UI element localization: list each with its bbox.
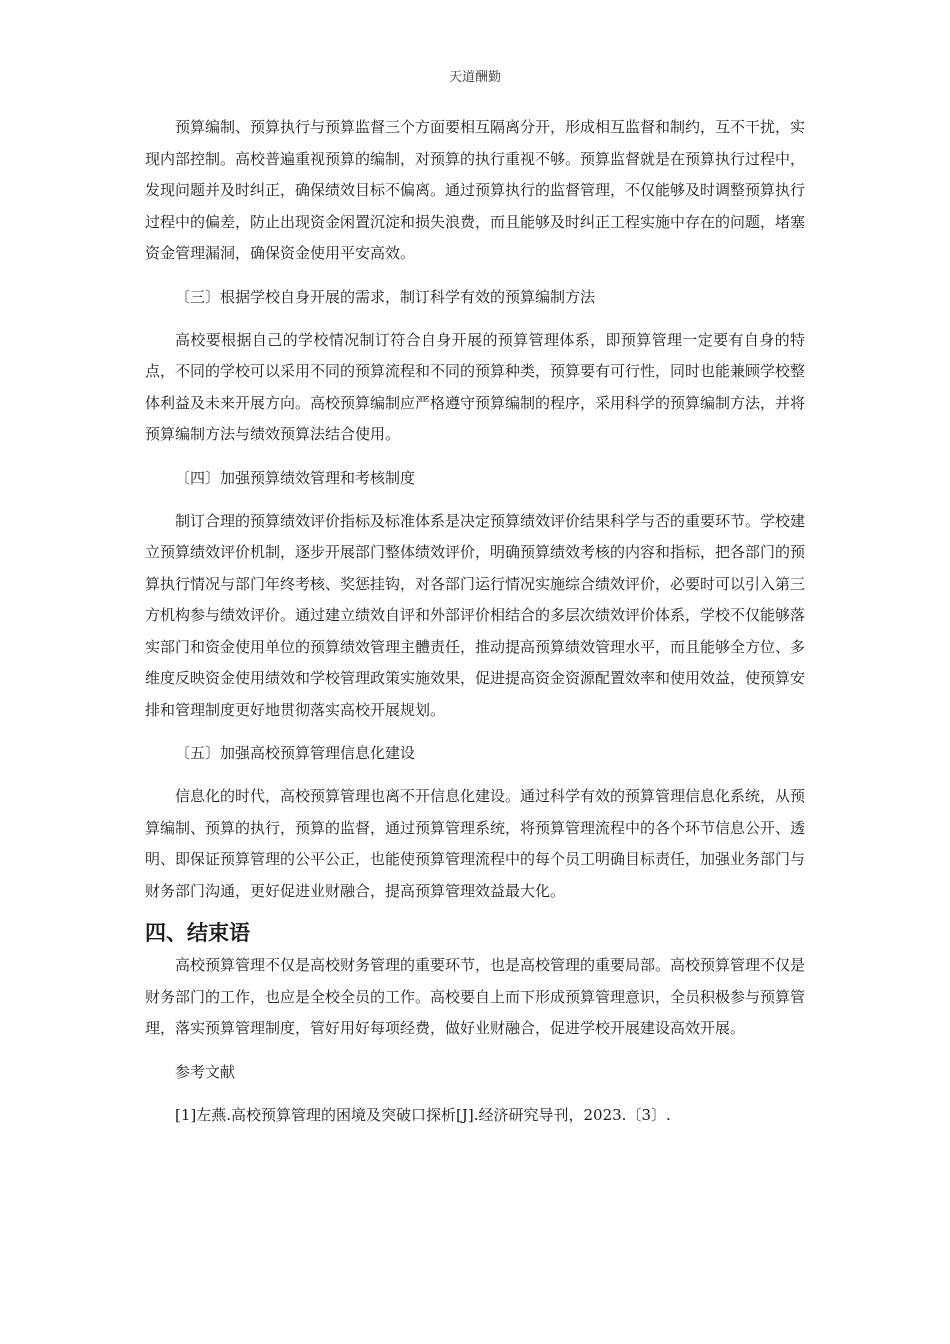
subheading-3: 〔三〕根据学校自身开展的需求，制订科学有效的预算编制方法 (175, 287, 596, 306)
document-body (145, 112, 805, 1131)
paragraph-budget-supervision: 预算编制、预算执行与预算监督三个方面要相互隔离分开，形成相互监督和制约，互不干扰，实现内部控制。高校普遍重视预算的编制，对预算的执行重视不够。预算监督就是在预算执行过程中，发现问题并及时纠正，确保绩效目标不偏离。通过预算执行的监督管理，不仅能够及时调整预算执行过程中的偏差，防止出现资金闲置沉淀和损失浪费，而且能够及时纠正工程实施中存在的问题，堵塞资金管理漏洞，确保资金使用平安高效。 (145, 118, 806, 262)
paragraph-performance-evaluation: 制订合理的预算绩效评价指标及标准体系是决定预算绩效评价结果科学与否的重要环节。学校建立预算绩效评价机制，逐步开展部门整体绩效评价，明确预算绩效考核的内容和指标，把各部门的预算执行情况与部门年终考核、奖惩挂钩，对各部门运行情况实施综合绩效评价，必要时可以引入第三方机构参与绩效评价。通过建立绩效自评和外部评价相结合的多层次绩效评价体系，学校不仅能够落实部门和资金使用单位的预算绩效管理主體责任，推动提高预算绩效管理水平，而且能够全方位、多维度反映资金使用绩效和学校管理政策实施效果，促进提高资金资源配置效率和使用效益，使预算安排和管理制度更好地贯彻落实高校开展规划。 (145, 511, 806, 719)
references-title: 参考文献 (175, 1062, 236, 1081)
reference-item: [1]左燕.高校预算管理的困境及突破口探析[J].经济研究导刊，2023.〔3〕. (175, 1105, 671, 1124)
page-header: 天道酬勤 (448, 70, 501, 85)
paragraph-budget-methods: 高校要根据自己的学校情况制订符合自身开展的预算管理体系，即预算管理一定要有自身的特点，不同的学校可以采用不同的预算流程和不同的预算种类，预算要有可行性，同时也能兼顾学校整体利益及未来开展方向。高校预算编制应严格遵守预算编制的程序，采用科学的预算编制方法，并将预算编制方法与绩效预算法结合使用。 (145, 330, 806, 443)
subheading-5: 〔五〕加强高校预算管理信息化建设 (175, 744, 416, 762)
paragraph-informatization: 信息化的时代，高校预算管理也离不开信息化建设。通过科学有效的预算管理信息化系统，从预算编制、预算的执行，预算的监督，通过预算管理系统，将预算管理流程中的各个环节信息公开、透明、即保证预算管理的公平公正，也能使预算管理流程中的每个员工明确目标责任，加强业务部门与财务部门沟通，更好促进业财融合，提高预算管理效益最大化。 (145, 787, 806, 900)
section-heading-conclusion: 四、结束语 (145, 921, 250, 945)
paragraph-conclusion: 高校预算管理不仅是高校财务管理的重要环节，也是高校管理的重要局部。高校预算管理不仅是财务部门的工作，也应是全校全员的工作。高校要自上而下形成预算管理意识，全员积极参与预算管理，落实预算管理制度，管好用好每项经费，做好业财融合，促进学校开展建设高效开展。 (145, 956, 806, 1037)
subheading-4: 〔四〕加强预算绩效管理和考核制度 (175, 468, 416, 487)
